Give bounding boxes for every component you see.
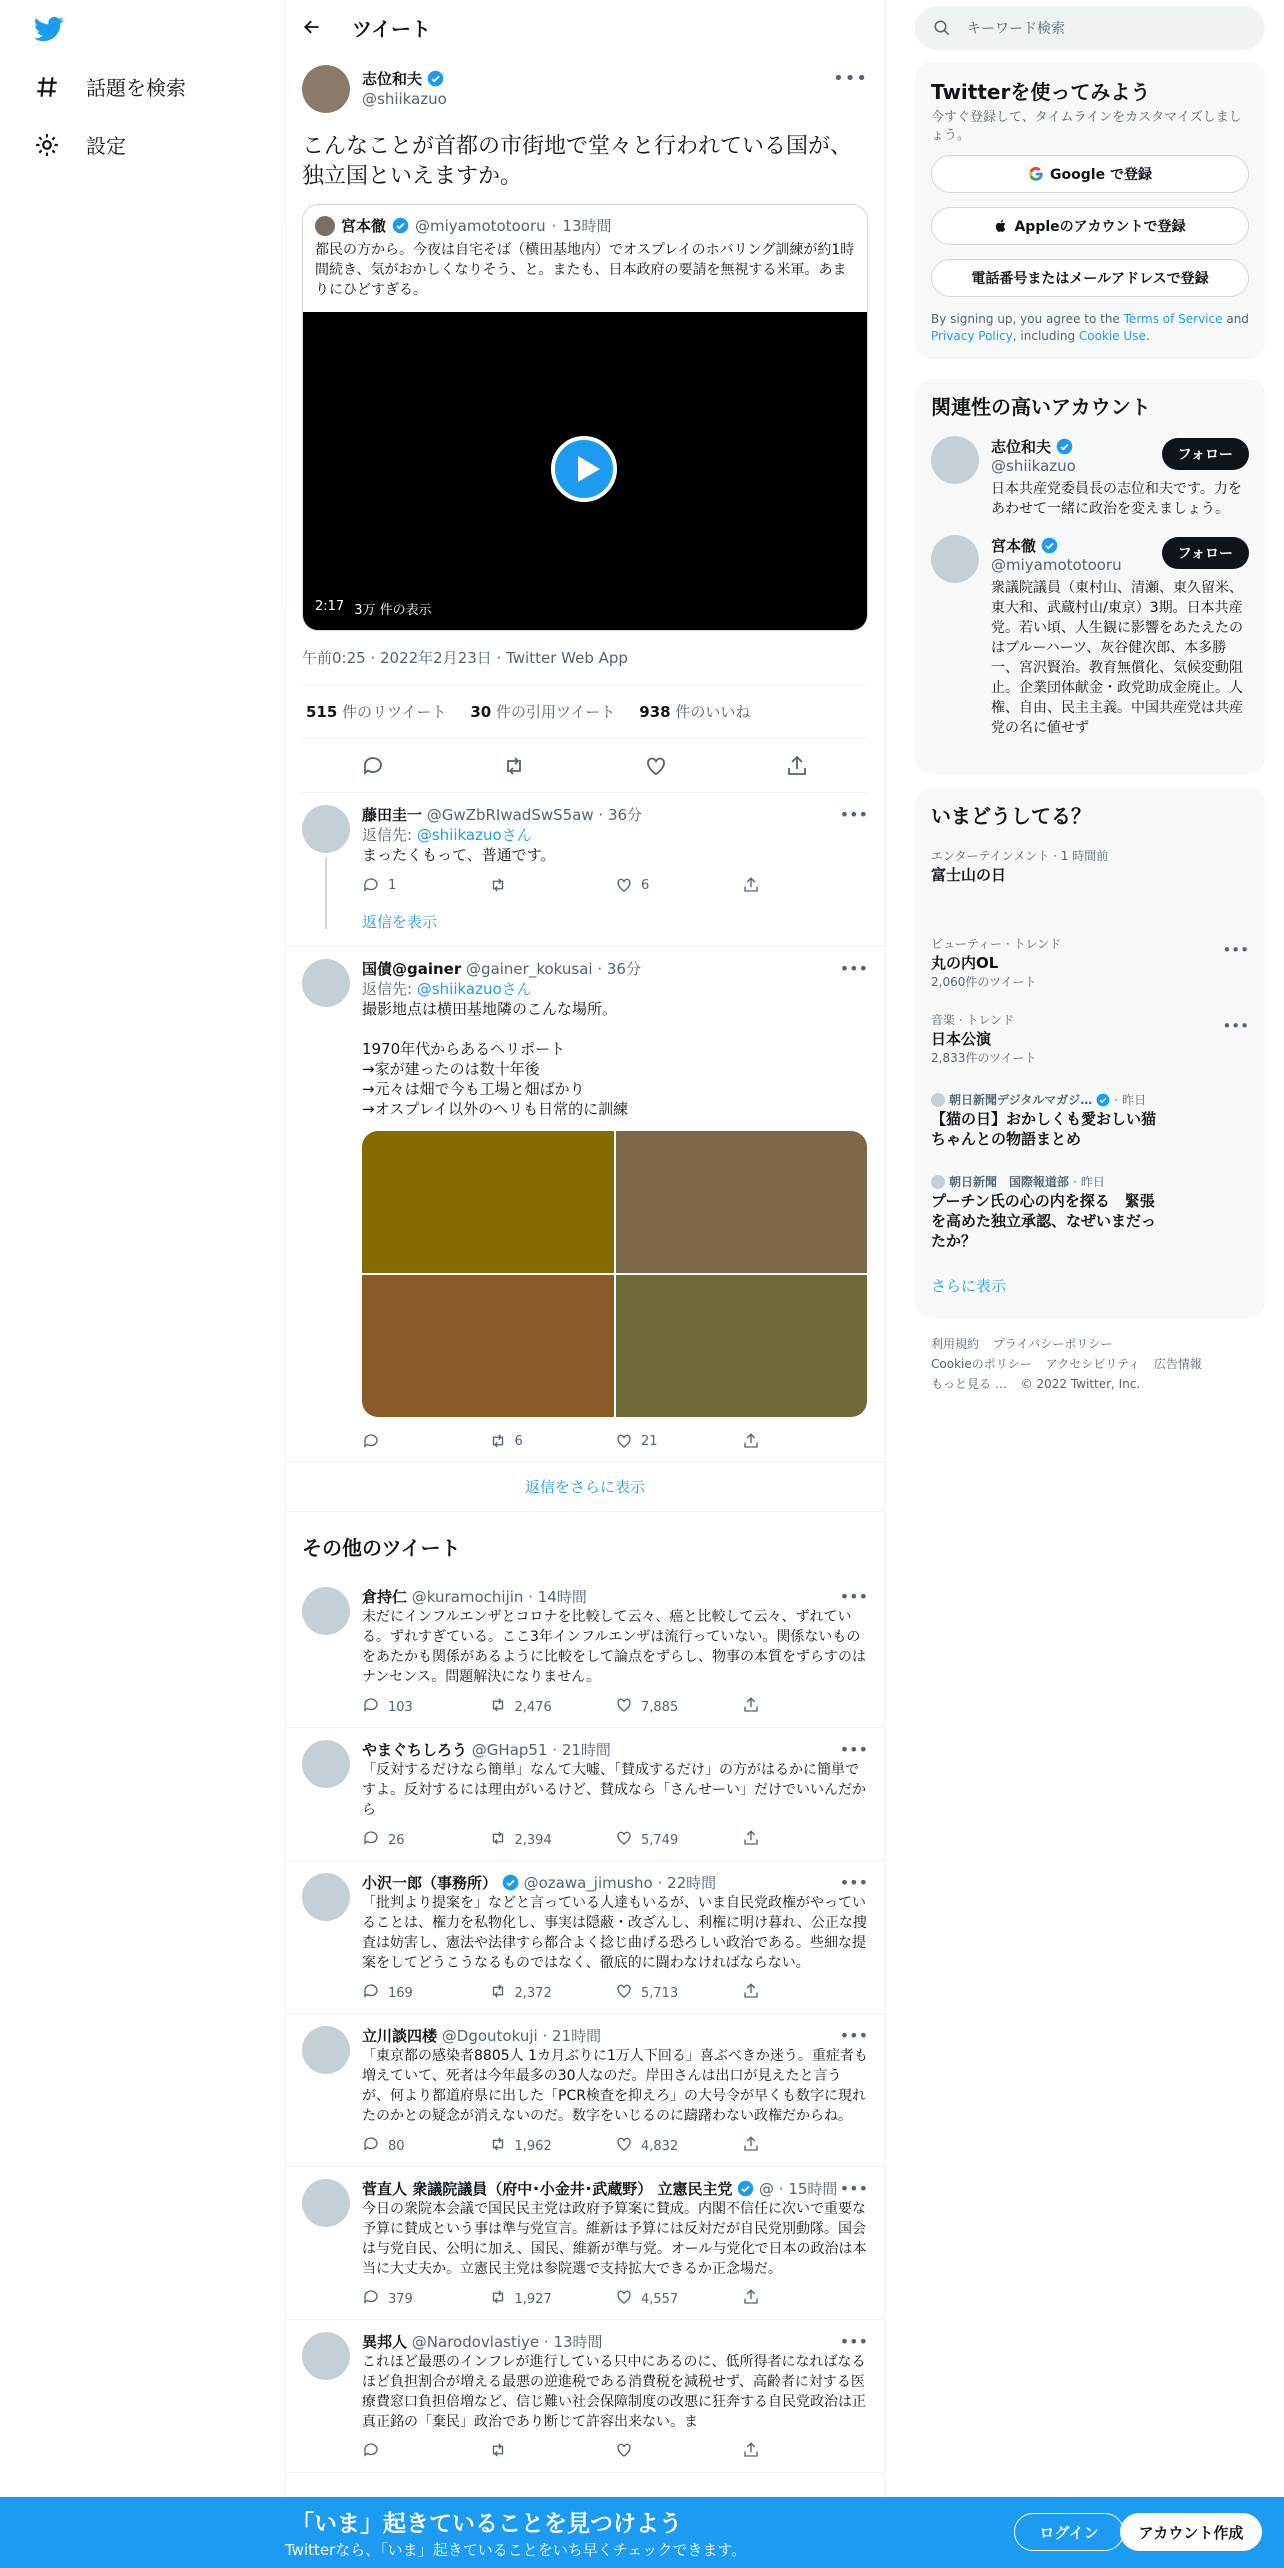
share-button[interactable] xyxy=(742,2441,869,2463)
retweet-button[interactable]: 2,476 xyxy=(489,1696,616,1718)
gear-icon xyxy=(34,132,60,158)
quote-text: 都民の方から。今夜は自宅そば（横田基地内）でオスプレイのホバリング訓練が約1時間続き、気がおかしくなりそう、と。またも、日本政府の要請を無視する米軍。あまりにひどすぎる。 xyxy=(315,242,855,298)
quotes-stat[interactable]: 30 件の引用ツイート xyxy=(470,703,616,721)
share-icon[interactable] xyxy=(785,754,809,778)
more-options-icon[interactable]: ••• xyxy=(839,1740,868,1759)
tweet-author-handle[interactable]: @ xyxy=(759,2180,775,2198)
tweet-author-handle[interactable]: @Dgoutokuji xyxy=(441,2027,538,2045)
tweet-actions xyxy=(362,1687,868,1727)
retweet-icon xyxy=(489,1696,507,1718)
tweet-time[interactable]: 13時間 xyxy=(553,2333,603,2351)
bottom-signup-bar xyxy=(0,2497,1284,2568)
trend-item[interactable]: 音楽 · トレンド 日本公演 2,833件のツイート ••• xyxy=(931,1013,1249,1065)
like-button[interactable]: 7,885 xyxy=(615,1696,742,1718)
reply-icon xyxy=(362,1829,380,1851)
follow-button[interactable]: フォロー xyxy=(1162,438,1249,470)
nav-settings-label: 設定 xyxy=(86,134,126,158)
reply-tweet[interactable]: 藤田圭一 @GwZbRIwadSwS5aw · 36分 返信先: @shiikazuoさん まったくもって、普通です。 1 6 返信を表示 ••• xyxy=(286,793,884,946)
page-title: ツイート xyxy=(352,16,431,41)
retweet-icon xyxy=(489,2441,507,2463)
copyright: © 2022 Twitter, Inc. xyxy=(1020,1377,1141,1391)
reply-author-name[interactable]: 国債@gainer xyxy=(362,960,462,978)
share-icon xyxy=(742,1829,760,1851)
follow-button[interactable]: フォロー xyxy=(1162,537,1249,569)
search-input[interactable]: キーワード検索 xyxy=(967,21,1065,37)
back-arrow-icon[interactable] xyxy=(302,17,322,37)
trends-card xyxy=(915,788,1265,1318)
reply-text: 撮影地点は横田基地隣のこんな場所。 1970年代からあるヘリポート →家が建ったのは数十年後 →元々は畑で今も工場と畑ばかり →オスプレイ以外のヘリも日常的に訓練 xyxy=(362,1000,629,1118)
like-button[interactable]: 4,557 xyxy=(615,2288,742,2310)
tweet-stats xyxy=(302,685,868,739)
share-button[interactable] xyxy=(742,1696,869,1718)
main-tweet-author xyxy=(286,54,884,116)
retweet-icon xyxy=(489,1982,507,2004)
reply-actions xyxy=(362,1421,868,1461)
share-button[interactable] xyxy=(742,1982,869,2004)
like-icon xyxy=(615,2441,633,2463)
retweet-button[interactable]: 2,394 xyxy=(489,1829,616,1851)
like-button[interactable]: 21 xyxy=(615,1432,742,1450)
tweet-text: 「東京都の感染者8805人 1カ月ぶりに1万人下回る」喜ぶべきか迷う。重症者も増えていて、死者は今年最多の30人なのだ。岸田さんは出口が見えたと言うが、何より都道府県に出した「PCR検査を抑えろ」の大号令が早くも数字に現れたのかとの疑念が消えないのだ。数字をいじるのに躊躇わない政権だからね。 xyxy=(362,2048,868,2124)
tweet-author-handle[interactable]: @GHap51 xyxy=(471,1741,548,1759)
phone-email-signup-button[interactable]: 電話番号またはメールアドレスで登録 xyxy=(931,259,1249,297)
avatar[interactable] xyxy=(302,1587,350,1635)
tweet-actions xyxy=(362,1820,868,1860)
more-options-icon[interactable]: ••• xyxy=(839,2332,868,2351)
main-column xyxy=(285,0,885,2568)
tweet-time[interactable]: 14時間 xyxy=(537,1588,587,1606)
like-icon xyxy=(615,1432,633,1450)
main-tweet-text: こんなことが首都の市街地で堂々と行われている国が、独立国といえますか。 xyxy=(302,134,853,189)
like-icon xyxy=(615,2135,633,2157)
like-button[interactable]: 4,832 xyxy=(615,2135,742,2157)
tweet-author-name[interactable]: 菅直人 衆議院議員（府中･小金井･武蔵野） 立憲民主党 xyxy=(362,2180,733,2198)
google-icon xyxy=(1028,166,1044,182)
tweet-text: これほど最悪のインフレが進行している只中にあるのに、低所得者になればなるほど負担割合が増える最悪の逆進税である消費税を減税せず、高齢者に対する医療費窓口負担倍増など、信じ難い社会保障制度の改悪に狂奔する自民党政治は正真正銘の「棄民」政治であり断じて許容出来ない。ま xyxy=(362,2354,866,2430)
terms-link[interactable]: Terms of Service xyxy=(1123,312,1223,326)
play-icon[interactable] xyxy=(551,436,617,502)
reply-icon[interactable] xyxy=(361,754,385,778)
share-button[interactable] xyxy=(742,2135,869,2157)
verified-badge-icon xyxy=(1056,438,1073,455)
privacy-link[interactable]: Privacy Policy xyxy=(931,329,1013,343)
news-item[interactable]: 朝日新聞デジタルマガジ… · 昨日 【猫の日】おかしくも愛おしい猫ちゃんとの物語まとめ xyxy=(931,1093,1157,1148)
nav-settings[interactable] xyxy=(34,130,126,159)
tweet-timestamp[interactable]: 午前0:25 · 2022年2月23日 · Twitter Web App xyxy=(302,631,868,685)
signup-title: Twitterを使ってみよう xyxy=(931,80,1151,104)
trend-item[interactable]: ビューティー · トレンド 丸の内OL 2,060件のツイート ••• xyxy=(931,937,1249,989)
photo-grid[interactable] xyxy=(362,1131,867,1417)
retweet-icon[interactable] xyxy=(502,754,526,778)
quote-author-name: 宮本徹 xyxy=(341,217,387,235)
reply-author-handle[interactable]: @GwZbRIwadSwS5aw xyxy=(426,806,594,824)
account-name[interactable]: 宮本徹 xyxy=(991,537,1037,555)
related-account[interactable] xyxy=(915,430,1265,525)
reply-icon xyxy=(362,2288,380,2310)
likes-stat[interactable]: 938 件のいいね xyxy=(639,703,751,721)
tweet-time[interactable]: 21時間 xyxy=(552,2027,602,2045)
trends-title: いまどうしてる？ xyxy=(931,804,1091,828)
tweet-actions xyxy=(362,2279,868,2319)
reply-icon xyxy=(362,876,380,894)
hashtag-icon xyxy=(34,74,60,100)
account-handle[interactable]: @shiikazuo xyxy=(991,457,1076,475)
reply-text: まったくもって、普通です。 xyxy=(362,846,556,864)
like-icon xyxy=(615,2288,633,2310)
more-options-icon[interactable]: ••• xyxy=(839,805,868,824)
cookie-link[interactable]: Cookie Use xyxy=(1078,329,1146,343)
reply-button[interactable]: 379 xyxy=(362,2288,489,2310)
like-button[interactable]: 5,749 xyxy=(615,1829,742,1851)
more-options-icon[interactable]: ••• xyxy=(839,2179,868,2198)
terms-text: By signing up, you agree to the Terms of Service and Privacy Policy, including Cookie Use. xyxy=(931,312,1249,343)
video-player[interactable] xyxy=(303,312,867,630)
reply-button[interactable]: 80 xyxy=(362,2135,489,2157)
share-button[interactable] xyxy=(742,1432,869,1450)
like-icon xyxy=(615,1982,633,2004)
footer-link[interactable]: アクセシビリティ xyxy=(1045,1357,1141,1371)
nav-explore-label: 話題を検索 xyxy=(86,76,186,100)
reply-button[interactable]: 26 xyxy=(362,1829,489,1851)
reply-author-handle[interactable]: @gainer_kokusai xyxy=(466,960,593,978)
signup-button[interactable]: アカウント作成 xyxy=(1120,2513,1262,2551)
author-handle[interactable]: @shiikazuo xyxy=(362,90,447,108)
avatar[interactable] xyxy=(302,2179,350,2227)
quote-time: 13時間 xyxy=(562,217,612,235)
tweet-actions xyxy=(362,1973,868,2013)
reply-button[interactable]: 1 xyxy=(362,876,489,894)
reply-author-name[interactable]: 藤田圭一 xyxy=(362,806,423,824)
retweet-icon xyxy=(489,876,507,894)
left-nav xyxy=(0,0,284,2568)
tweet-card[interactable]: 倉持仁 @kuramochijin · 14時間 未だにインフルエンザとコロナを比較して云々、癌と比較して云々、ずれている。ずれすぎている。ここ3年インフルエンザは流行っていない。関係ないものをあたかも関係があるように比較をして論点をずらし、物事の本質をずらすのはナンセンス。問題解決になりません。 103 2,476 7,885 ••• xyxy=(286,1575,884,1728)
retweet-icon xyxy=(489,1829,507,1851)
tweet-actions xyxy=(362,2432,868,2472)
footer-link[interactable]: 利用規約 xyxy=(931,1337,980,1351)
reply-time[interactable]: 36分 xyxy=(607,806,643,824)
nav-explore[interactable] xyxy=(34,72,186,101)
like-icon xyxy=(615,1696,633,1718)
more-options-icon[interactable]: ••• xyxy=(839,1873,868,1892)
more-options-icon[interactable]: ••• xyxy=(839,2026,868,2045)
tweet-time[interactable]: 15時間 xyxy=(788,2180,838,2198)
avatar[interactable] xyxy=(302,805,350,853)
video-views: 3万 件の表示 xyxy=(354,603,432,618)
footer xyxy=(915,1324,1265,1404)
share-button[interactable] xyxy=(742,1829,869,1851)
retweet-button[interactable]: 2,372 xyxy=(489,1982,616,2004)
like-icon xyxy=(615,1829,633,1851)
more-options-icon[interactable]: ••• xyxy=(1222,941,1249,959)
tweet-card[interactable]: 菅直人 衆議院議員（府中･小金井･武蔵野） 立憲民主党 @ · 15時間 今日の衆院本会議で国民民主党は政府予算案に賛成。内閣不信任に次いで重要な予算に賛成という事は準与党宣言。維新は予算には反対だが自民党別動隊。国会は与党自民、公明に加え、国民、維新が準与党。オール与党化で日本の政治は本当に大丈夫か。立憲民主党は参院選で支持拡大できるか正念場だ。 379 1,927 4,557 ••• xyxy=(286,2167,884,2320)
share-icon xyxy=(742,1982,760,2004)
video-duration: 2:17 xyxy=(315,599,345,614)
signup-subtitle: 今すぐ登録して、タイムラインをカスタマイズしましょう。 xyxy=(931,110,1242,143)
search-bar[interactable] xyxy=(915,6,1265,50)
verified-badge-icon xyxy=(737,2180,754,2197)
right-sidebar xyxy=(915,0,1265,1404)
author-name[interactable]: 志位和夫 xyxy=(362,70,423,88)
footer-link[interactable]: もっと見る … xyxy=(931,1377,1007,1391)
footer-link[interactable]: プライバシーポリシー xyxy=(992,1337,1113,1351)
avatar[interactable] xyxy=(302,959,350,1007)
main-tweet-actions xyxy=(302,739,868,793)
account-bio: 衆議院議員（東村山、清瀬、東久留米、東大和、武蔵村山/東京）3期。日本共産党。若い頃、人生観に影響をあたえたのはブルーハーツ、灰谷健次郎、本多勝一、宮沢賢治。教育無償化、気候変動阻止。企業団体献金・政党助成金廃止。人権、自由、民主主義。中国共産党は共産党の名に値せず xyxy=(991,580,1243,736)
retweet-button[interactable]: 1,927 xyxy=(489,2288,616,2310)
share-icon xyxy=(742,2288,760,2310)
account-name[interactable]: 志位和夫 xyxy=(991,438,1052,456)
page-header xyxy=(286,0,884,54)
login-button[interactable]: ログイン xyxy=(1014,2513,1124,2551)
quote-author-handle: @miyamototooru xyxy=(415,216,546,235)
twitter-logo-icon[interactable] xyxy=(34,14,64,44)
account-bio: 日本共産党委員長の志位和夫です。力をあわせて一緒に政治を変えましょう。 xyxy=(991,481,1242,517)
reply-button[interactable] xyxy=(362,1432,489,1450)
avatar[interactable] xyxy=(302,1873,350,1921)
bottom-headline: 「いま」起きていることを見つけよう xyxy=(291,2511,682,2537)
photo[interactable] xyxy=(362,1131,614,1273)
trend-item[interactable]: エンターテインメント · 1 時間前 富士山の日 xyxy=(931,849,1109,884)
retweets-stat[interactable]: 515 件のリツイート xyxy=(306,703,447,721)
verified-badge-icon xyxy=(502,1874,519,1891)
quoted-tweet[interactable]: 宮本徹 @miyamototooru · 13時間 都民の方から。今夜は自宅そば（横田基地内）でオスプレイのホバリング訓練が約1時間続き、気がおかしくなりそう、と。またも、日本政府の要請を無視する米軍。あまりにひどすぎる。 2:17 3万 件の表示 xyxy=(302,204,868,631)
avatar[interactable] xyxy=(302,1740,350,1788)
reply-button[interactable]: 103 xyxy=(362,1696,489,1718)
other-tweets-list xyxy=(286,1575,884,2473)
retweet-button[interactable]: 6 xyxy=(489,1432,616,1450)
reply-to: 返信先: @shiikazuoさん xyxy=(362,826,532,844)
tweet-author-name[interactable]: やまぐちしろう xyxy=(362,1741,468,1759)
retweet-icon xyxy=(489,1432,507,1450)
tweet-time[interactable]: 21時間 xyxy=(561,1741,611,1759)
retweet-icon xyxy=(489,2288,507,2310)
reply-button[interactable]: 169 xyxy=(362,1982,489,2004)
more-options-icon[interactable]: ••• xyxy=(833,68,868,89)
like-button[interactable]: 6 xyxy=(615,876,742,894)
verified-badge-icon xyxy=(392,217,409,234)
retweet-button[interactable]: 1,962 xyxy=(489,2135,616,2157)
share-icon xyxy=(742,1696,760,1718)
share-icon xyxy=(742,1432,760,1450)
verified-badge-icon xyxy=(427,70,444,87)
verified-badge-icon xyxy=(1096,1093,1110,1107)
tweet-card[interactable]: 立川談四楼 @Dgoutokuji · 21時間 「東京都の感染者8805人 1カ月ぶりに1万人下回る」喜ぶべきか迷う。重症者も増えていて、死者は今年最多の30人なのだ。岸田さんは出口が見えたと言うが、何より都道府県に出した「PCR検査を抑えろ」の大号令が早くも数字に現れたのかとの疑念が消えないのだ。数字をいじるのに躊躇わない政権だからね。 80 1,962 4,832 ••• xyxy=(286,2014,884,2167)
more-options-icon[interactable]: ••• xyxy=(839,959,868,978)
tweet-author-handle[interactable]: @Narodovlastiye xyxy=(411,2333,540,2351)
search-icon xyxy=(933,19,951,37)
reply-button[interactable] xyxy=(362,2441,489,2463)
share-icon xyxy=(742,2441,760,2463)
tweet-card[interactable]: 小沢一郎（事務所） @ozawa_jimusho · 22時間 「批判より提案を」などと言っている人達もいるが、いま自民党政権がやっていることは、権力を私物化し、事実は隠蔽・改ざんし、利権に明け暮れ、公正な捜査は妨害し、憲法や法律すら都合よく捻じ曲げる恐ろしい政治である。些細な提案をしてどうこうなるものではなく、徹底的に闘わなければならない。 169 2,372 5,713 ••• xyxy=(286,1861,884,2014)
like-icon xyxy=(615,876,633,894)
google-signup-button[interactable]: Google で登録 xyxy=(931,155,1249,193)
avatar[interactable] xyxy=(931,535,979,583)
news-item[interactable]: 朝日新聞 国際報道部 · 昨日 プーチン氏の心の内を探る 緊張を高めた独立承認、なぜいまだったか？ xyxy=(931,1175,1157,1250)
retweet-icon xyxy=(489,2135,507,2157)
other-tweets-heading: その他のツイート xyxy=(302,1536,461,1560)
tweet-text: 未だにインフルエンザとコロナを比較して云々、癌と比較して云々、ずれている。ずれすぎている。ここ3年インフルエンザは流行っていない。関係ないものをあたかも関係があるように比較をして論点をずらし、物事の本質をずらすのはナンセンス。問題解決になりません。 xyxy=(362,1609,866,1685)
more-options-icon[interactable]: ••• xyxy=(1222,1017,1249,1035)
related-accounts-card xyxy=(915,379,1265,774)
tweet-actions xyxy=(362,2126,868,2166)
avatar[interactable] xyxy=(931,436,979,484)
tweet-text: 「反対するだけなら簡単」なんて大嘘、「賛成するだけ」の方がはるかに簡単ですよ。反対するには理由がいるけど、賛成なら「さんせーい」だけでいいんだから xyxy=(362,1762,866,1818)
show-more-trends-link[interactable]: さらに表示 xyxy=(931,1277,1007,1295)
avatar[interactable] xyxy=(302,2332,350,2380)
signup-card xyxy=(915,62,1265,359)
photo[interactable] xyxy=(362,1275,614,1417)
tweet-text: 今日の衆院本会議で国民民主党は政府予算案に賛成。内閣不信任に次いで重要な予算に賛成という事は準与党宣言。維新は予算には反対だが自民党別動隊。国会は与党自民、公明に加え、国民、維新が準与党。オール与党化で日本の政治は本当に大丈夫か。立憲民主党は参院選で支持拡大できるか正念場だ。 xyxy=(362,2201,867,2277)
retweet-button[interactable] xyxy=(489,876,616,894)
apple-icon xyxy=(994,218,1008,234)
tweet-text: 「批判より提案を」などと言っている人達もいるが、いま自民党政権がやっていることは、権力を私物化し、事実は隠蔽・改ざんし、利権に明け暮れ、公正な捜査は妨害し、憲法や法律すら都合よく捻じ曲げる恐ろしい政治である。些細な提案をしてどうこうなるものではなく、徹底的に闘わなければならない。 xyxy=(362,1895,867,1971)
show-more-replies-button[interactable]: 返信をさらに表示 xyxy=(286,1462,884,1512)
tweet-time[interactable]: 22時間 xyxy=(667,1874,717,1892)
like-icon[interactable] xyxy=(644,754,668,778)
more-options-icon[interactable]: ••• xyxy=(839,1587,868,1606)
bottom-subtext: Twitterなら、「いま」起きていることをいち早くチェックできます。 xyxy=(285,2541,747,2559)
tweet-author-name[interactable]: 小沢一郎（事務所） xyxy=(362,1874,498,1892)
like-button[interactable]: 5,713 xyxy=(615,1982,742,2004)
footer-link[interactable]: 広告情報 xyxy=(1153,1357,1202,1371)
account-handle[interactable]: @miyamototooru xyxy=(991,556,1122,574)
quote-avatar xyxy=(315,216,335,236)
like-button[interactable] xyxy=(615,2441,742,2463)
reply-icon xyxy=(362,2441,380,2463)
reply-icon xyxy=(362,1696,380,1718)
verified-badge-icon xyxy=(1041,537,1058,554)
share-icon xyxy=(742,876,760,894)
tweet-author-handle[interactable]: @ozawa_jimusho xyxy=(523,1874,653,1892)
avatar[interactable] xyxy=(302,65,350,113)
related-title: 関連性の高いアカウント xyxy=(931,395,1151,419)
avatar[interactable] xyxy=(302,2026,350,2074)
share-button[interactable] xyxy=(742,876,869,894)
photo[interactable] xyxy=(616,1275,868,1417)
reply-time[interactable]: 36分 xyxy=(606,960,641,978)
thread-line xyxy=(325,857,327,929)
apple-signup-button[interactable]: Appleのアカウントで登録 xyxy=(931,207,1249,245)
related-account[interactable] xyxy=(915,525,1265,768)
reply-actions xyxy=(362,865,868,905)
share-icon xyxy=(742,2135,760,2157)
show-replies-link[interactable]: 返信を表示 xyxy=(362,913,438,931)
reply-icon xyxy=(362,2135,380,2157)
footer-link[interactable]: Cookieのポリシー xyxy=(931,1357,1032,1371)
reply-to: 返信先: @shiikazuoさん xyxy=(362,980,532,998)
tweet-author-name[interactable]: 倉持仁 xyxy=(362,1588,408,1606)
reply-icon xyxy=(362,1982,380,2004)
tweet-author-handle[interactable]: @kuramochijin xyxy=(411,1588,524,1606)
tweet-card[interactable]: やまぐちしろう @GHap51 · 21時間 「反対するだけなら簡単」なんて大嘘、「賛成するだけ」の方がはるかに簡単ですよ。反対するには理由がいるけど、賛成なら「さんせーい」だけでいいんだから 26 2,394 5,749 ••• xyxy=(286,1728,884,1861)
reply-tweet[interactable]: 国債@gainer @gainer_kokusai · 36分 返信先: @shiikazuoさん 撮影地点は横田基地隣のこんな場所。 1970年代からあるヘリポート →家が建ったのは数十年後 →元々は畑で今も工場と畑ばかり →オスプレイ以外のヘリも日常的に訓練 6 21 ••• xyxy=(286,947,884,1462)
photo[interactable] xyxy=(616,1131,868,1273)
tweet-author-name[interactable]: 立川談四楼 xyxy=(362,2027,438,2045)
share-button[interactable] xyxy=(742,2288,869,2310)
reply-icon xyxy=(362,1432,380,1450)
tweet-card[interactable]: 異邦人 @Narodovlastiye · 13時間 これほど最悪のインフレが進行している只中にあるのに、低所得者になればなるほど負担割合が増える最悪の逆進税である消費税を減税せず、高齢者に対する医療費窓口負担倍増など、信じ難い社会保障制度の改悪に狂奔する自民党政治は正真正銘の「棄民」政治であり断じて許容出来ない。ま ••• xyxy=(286,2320,884,2473)
tweet-author-name[interactable]: 異邦人 xyxy=(362,2333,408,2351)
retweet-button[interactable] xyxy=(489,2441,616,2463)
